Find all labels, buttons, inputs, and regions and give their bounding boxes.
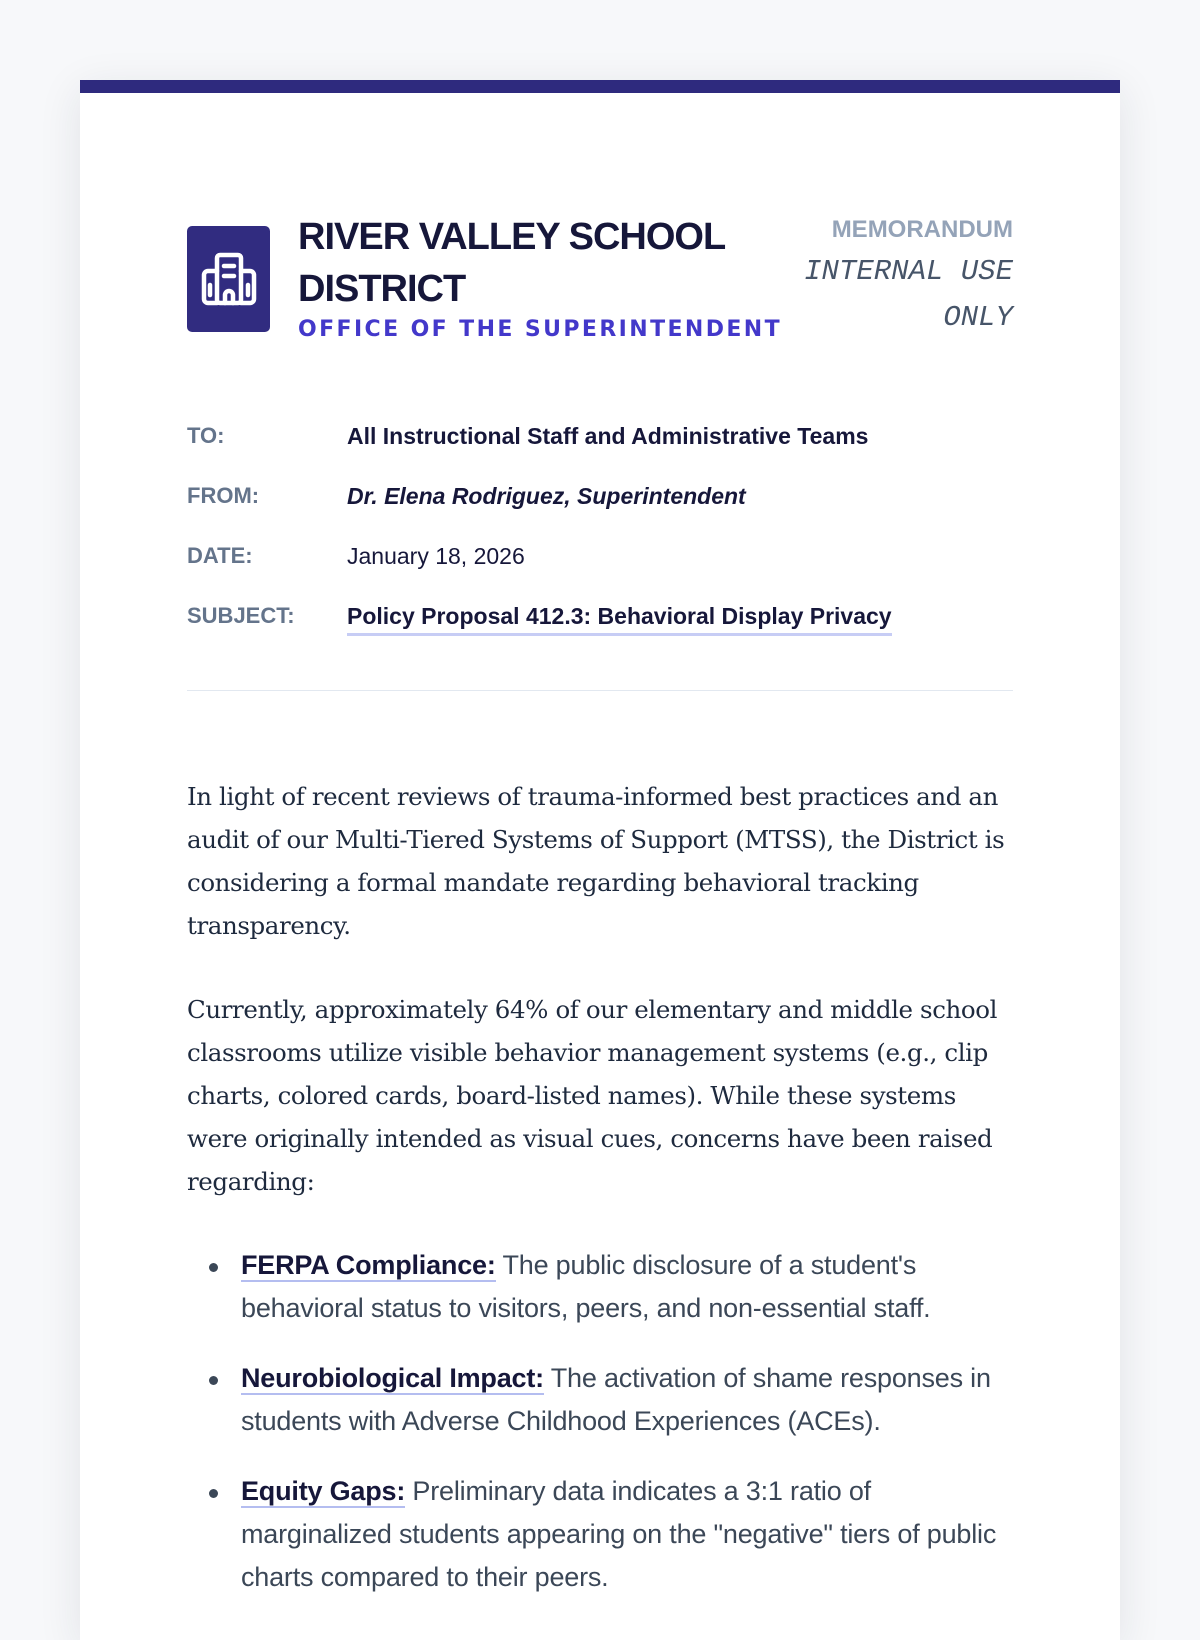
- section-divider: [187, 690, 1013, 691]
- date-value: January 18, 2026: [347, 543, 525, 569]
- bullet-icon: [209, 1263, 218, 1272]
- bullet-icon: [209, 1376, 218, 1385]
- subject-label: SUBJECT:: [187, 603, 295, 628]
- body-paragraph: In light of recent reviews of trauma-informed best practices and an audit of our Multi-Tiered Systems of Support (MTSS), the District is considering a formal mandate regarding behavioral tracking transparency.: [187, 782, 1005, 940]
- office-name: OFFICE OF THE SUPERINTENDENT: [298, 317, 783, 342]
- memo-body: [187, 775, 1013, 1626]
- memo-meta: [187, 413, 1013, 653]
- concerns-list: [187, 1244, 1013, 1599]
- document-type: MEMORANDUM: [831, 216, 1013, 243]
- date-label: DATE:: [187, 543, 253, 568]
- from-label: FROM:: [187, 483, 260, 508]
- to-value: All Instructional Staff and Administrative Teams: [347, 423, 869, 449]
- issue-text: The activation of shame responses in students with Adverse Childhood Experiences (ACEs).: [241, 1363, 991, 1436]
- to-label: TO:: [187, 423, 225, 448]
- meta-row-subject: [187, 593, 1013, 653]
- classification-label: INTERNAL USE ONLY: [804, 255, 1013, 334]
- from-value: Dr. Elena Rodriguez, Superintendent: [347, 483, 746, 509]
- list-item: [187, 1470, 1013, 1599]
- meta-row-from: [187, 473, 1013, 533]
- issue-term-link[interactable]: Neurobiological Impact:: [241, 1363, 544, 1393]
- list-item: [187, 1244, 1013, 1330]
- issue-text: Preliminary data indicates a 3:1 ratio of marginalized students appearing on the "negative" tiers of public charts compared to their peers.: [241, 1476, 997, 1592]
- issue-term-link[interactable]: Equity Gaps:: [241, 1476, 406, 1506]
- body-paragraph: Currently, approximately 64% of our elementary and middle school classrooms utilize visible behavior management systems (e.g., clip charts, colored cards, board-listed names). While these systems were originally intended as visual cues, concerns have been raised regarding:: [187, 995, 998, 1196]
- memo-page: [80, 80, 1120, 1640]
- list-item: [187, 1357, 1013, 1443]
- bullet-icon: [209, 1489, 218, 1498]
- issue-text: The public disclosure of a student's behavioral status to visitors, peers, and non-essential staff.: [241, 1250, 931, 1323]
- memo-header: [187, 211, 1013, 351]
- district-name: RIVER VALLEY SCHOOL DISTRICT: [298, 216, 725, 310]
- subject-value: Policy Proposal 412.3: Behavioral Display Privacy: [347, 593, 892, 636]
- issue-term-link[interactable]: FERPA Compliance:: [241, 1250, 496, 1280]
- meta-row-date: [187, 533, 1013, 593]
- district-logo: [187, 226, 270, 332]
- school-building-icon: [199, 251, 259, 307]
- meta-row-to: [187, 413, 1013, 473]
